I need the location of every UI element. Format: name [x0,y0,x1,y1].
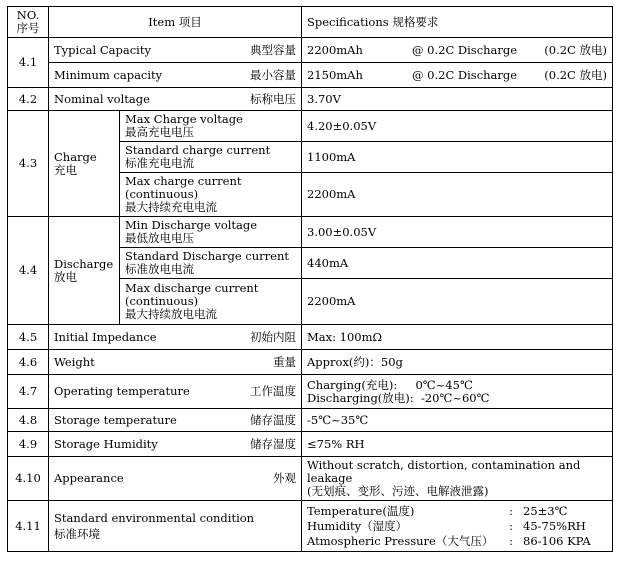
item-cell [49,63,302,88]
item-cell [49,409,302,432]
sub-item-cell [120,111,302,142]
env-humidity: Humidity（湿度） : 45-75%RH [307,518,586,533]
spec-cell [302,63,613,88]
spec-value: 3.70V [302,88,613,111]
spec-condition: @ 0.2C Discharge [412,42,518,57]
spec-value: 1100mA [302,142,613,173]
item-name-en: Operating temperature [54,384,190,398]
row-number: 4.3 [8,111,49,217]
header-item: Item 项目 [49,7,302,38]
sub-item-cn: 最低放电电压 [125,231,194,245]
env-temperature: Temperature(温度) : 25±3℃ [307,503,568,518]
sub-item-cell [120,279,302,325]
spec-condition-cn: (0.2C 放电) [544,67,607,82]
spec-line: (无划痕、变形、污迹、电解液泄露) [307,484,489,498]
spec-condition-cn: (0.2C 放电) [544,42,607,57]
group-label: Discharge 放电 [49,217,120,325]
item-cell [49,375,302,409]
item-cell [49,457,302,501]
sub-item-en: Standard charge current [125,143,271,157]
specifications-table [7,6,613,552]
row-number: 4.5 [8,325,49,350]
table-row [8,217,613,248]
spec-cell [302,501,613,552]
item-cell [49,432,302,457]
item-cell [49,501,302,552]
spec-value: 2200mA [302,173,613,217]
row-number: 4.11 [8,501,49,552]
item-cell [49,38,302,63]
item-name-cn: 标准环境 [54,526,100,541]
item-name-cn: 储存温度 [250,412,296,427]
table-row [8,432,613,457]
row-number: 4.6 [8,350,49,375]
spec-value: Approx(约)：50g [302,350,613,375]
header-specifications: Specifications 规格要求 [302,7,613,38]
spec-cell [302,375,613,409]
spec-value: 440mA [302,248,613,279]
sub-item-en: Standard Discharge current [125,249,289,263]
item-cell [49,88,302,111]
table-row [8,111,613,142]
spec-value: 2150mAh [307,67,363,82]
sub-item-en: Max charge current (continuous) [125,174,242,201]
row-number: 4.4 [8,217,49,325]
sub-item-cn: 最大持续放电电流 [125,307,217,321]
item-name-en: Weight [54,354,95,369]
env-pressure: Atmospheric Pressure（大气压） : 86-106 KPA [307,533,591,548]
sub-item-en: Min Discharge voltage [125,218,258,232]
table-row [8,350,613,375]
sub-item-cn: 最高充电电压 [125,125,194,139]
row-number: 4.7 [8,375,49,409]
table-row [8,325,613,350]
spec-value: 2200mAh [307,42,363,57]
sub-item-cn: 标准充电电流 [125,156,194,170]
item-name-en: Nominal voltage [54,91,150,106]
item-cell [49,350,302,375]
item-name-en: Initial Impedance [54,329,157,344]
item-name-cn: 储存湿度 [250,436,296,451]
spec-value: 2200mA [302,279,613,325]
sub-item-cell [120,173,302,217]
table-row [8,88,613,111]
spec-line: Without scratch, distortion, contamination and leakage [307,458,581,485]
item-name-cn: 标称电压 [250,91,296,106]
sub-item-cell [120,217,302,248]
spec-cell [302,38,613,63]
spec-line: Discharging(放电): -20℃~60℃ [307,390,490,405]
table-row [8,375,613,409]
item-name-cn: 重量 [273,354,296,369]
sub-item-en: Max discharge current [125,281,259,295]
spec-value: Max: 100mΩ [302,325,613,350]
item-name-cn: 初始内阻 [250,329,296,344]
spec-value: 3.00±0.05V [302,217,613,248]
row-number: 4.9 [8,432,49,457]
sub-item-cell [120,142,302,173]
table-header-row [8,7,613,38]
item-name-cn: 工作温度 [250,384,296,398]
spec-cell [302,457,613,501]
row-number: 4.8 [8,409,49,432]
row-number: 4.10 [8,457,49,501]
item-name-en: Minimum capacity [54,67,163,82]
item-name-cn: 最小容量 [250,67,296,82]
row-number: 4.1 [8,38,49,88]
item-name-en: Storage temperature [54,412,177,427]
table-row [8,38,613,63]
spec-condition: @ 0.2C Discharge [412,67,518,82]
spec-value: -5℃~35℃ [302,409,613,432]
item-name-cn: 典型容量 [250,42,296,57]
item-name-en: Storage Humidity [54,436,158,451]
item-name-en: Typical Capacity [54,42,151,57]
spec-line: Charging(充电): 0℃~45℃ [307,377,473,392]
header-no: NO. 序号 [8,7,49,38]
spec-value: ≤75% RH [302,432,613,457]
spec-value: 4.20±0.05V [302,111,613,142]
item-name-en: Appearance [54,471,124,485]
item-name-cn: 外观 [273,471,296,485]
sub-item-en-cont: (continuous) [125,294,199,308]
sub-item-cell [120,248,302,279]
table-row [8,457,613,501]
table-row [8,409,613,432]
table-row [8,63,613,88]
item-name-en: Standard environmental condition [54,510,255,525]
sub-item-cn: 最大持续充电电流 [125,200,217,214]
sub-item-cn: 标准放电电流 [125,262,194,276]
sub-item-en: Max Charge voltage [125,112,243,126]
table-row [8,501,613,552]
item-cell [49,325,302,350]
row-number: 4.2 [8,88,49,111]
group-label: Charge 充电 [49,111,120,217]
